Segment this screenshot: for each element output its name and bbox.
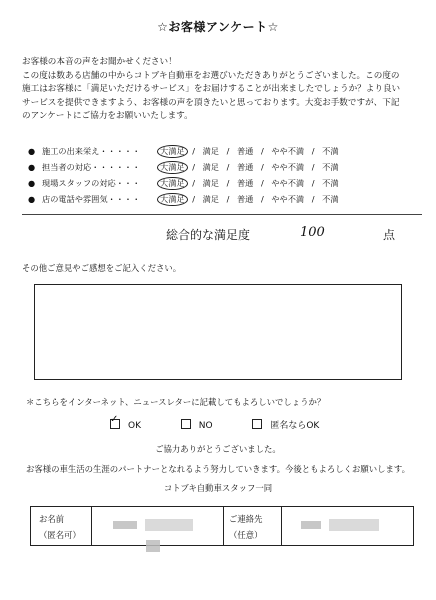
intro-line: お客様の本音の声をお聞かせください！ [22,57,177,67]
separator: / [260,194,264,204]
rating-option[interactable]: 大満足 [157,145,188,158]
consent-option-ok[interactable] [110,421,141,431]
separator: / [192,146,195,156]
rating-option[interactable]: 大満足 [157,177,188,190]
separator: / [192,194,195,204]
comments-label: その他ご意見やご感想をご記入ください。 [22,263,182,273]
rating-option[interactable]: 不満 [322,162,339,172]
rating-option[interactable]: 普通 [236,178,254,188]
name-note: （匿名可） [39,530,81,540]
separator: / [260,162,264,172]
rating-item-label: 現場スタッフの対応・・・ [42,178,141,188]
name-label: お名前 [39,514,65,524]
separator: / [226,146,230,156]
rating-option[interactable]: やや不満 [271,162,305,172]
consent-option-label: 匿名ならOK [270,421,320,431]
rating-option[interactable]: 大満足 [157,193,188,206]
overall-satisfaction-label: 総合的な満足度 [166,228,251,242]
redacted-name [145,519,193,531]
consent-options [110,418,319,431]
separator: / [192,162,195,172]
rating-option[interactable]: 満足 [202,162,219,172]
intro-text [22,56,422,124]
divider [22,214,422,215]
rating-option[interactable]: やや不満 [271,146,305,156]
rating-option[interactable]: 普通 [236,194,254,204]
redacted-name-overflow [146,540,160,552]
separator: / [192,178,195,188]
thanks-text: ご協力ありがとうございました。 [155,444,281,454]
rating-row [28,162,339,173]
contact-table [30,506,414,546]
intro-line: サービスを提供できますよう、お客様の声を頂きたいと思っております。大変お手数ですが、下記 [22,97,400,108]
survey-title: ☆お客様アンケート☆ [157,20,279,34]
intro-line: のアンケートにご協力をお願いいたします。 [22,111,193,122]
rating-item-label: 担当者の対応・・・・・・ [42,162,141,172]
name-label-cell [39,511,81,543]
rating-item-label: 施工の出来栄え・・・・・ [42,146,141,156]
separator: / [226,178,230,188]
consent-option-anonymous[interactable] [252,421,319,431]
separator: / [226,162,230,172]
redacted-contact [329,519,379,531]
closing-text: お客様の車生活の生涯のパートナーとなれるよう努力していきます。今後ともよろしくお願いします。 [26,464,410,474]
bullet-icon: ● [28,194,36,204]
intro-line: 施工はお客様に「満足いただけるサービス」をお届けすることが出来ましたでしょうか？より良い [22,84,401,95]
rating-option[interactable]: 不満 [322,178,339,188]
redacted-contact [301,521,321,529]
contact-note: （任意） [229,530,263,540]
consent-option-label: NO [198,421,213,431]
rating-option[interactable]: やや不満 [271,178,305,188]
bullet-icon: ● [28,146,36,156]
separator: / [311,146,315,156]
separator: / [226,194,230,204]
rating-option[interactable]: 満足 [202,146,219,156]
separator: / [311,194,315,204]
redacted-name [113,521,137,529]
bullet-icon: ● [28,178,36,188]
rating-option[interactable]: 満足 [202,178,219,188]
contact-label: ご連絡先 [229,514,263,524]
separator: / [311,162,315,172]
rating-option[interactable]: 不満 [322,146,339,156]
separator: / [311,178,315,188]
consent-question: ＊こちらをインターネット、ニュースレターに記載してもよろしいでしょうか？ [26,397,326,407]
rating-option[interactable]: 普通 [236,146,254,156]
comments-box[interactable] [34,284,402,380]
cell-divider [281,507,282,545]
rating-row [28,146,339,157]
consent-option-label: OK [128,421,141,431]
overall-satisfaction-unit: 点 [383,228,396,242]
rating-row [28,178,339,189]
separator: / [260,146,264,156]
intro-line: この度は数ある店舗の中からコトブキ自動車をお選びいただきありがとうございました。この度の [22,70,400,81]
separator: / [260,178,264,188]
cell-divider [91,507,92,545]
checkbox-icon[interactable] [252,419,262,429]
bullet-icon: ● [28,162,36,172]
cell-divider [223,507,224,545]
checkbox-icon[interactable] [181,419,191,429]
overall-satisfaction-value[interactable]: 100 [300,225,325,240]
rating-option[interactable]: 不満 [322,194,339,204]
rating-option[interactable]: 満足 [202,194,219,204]
contact-label-cell [229,511,263,543]
rating-item-label: 店の電話や雰囲気・・・・ [42,194,141,204]
rating-option[interactable]: やや不満 [271,194,305,204]
rating-row [28,194,339,205]
rating-option[interactable]: 普通 [236,162,254,172]
rating-option[interactable]: 大満足 [157,161,188,174]
checkbox-checked-icon[interactable] [110,419,120,429]
staff-signature: コトブキ自動車スタッフ一同 [163,483,273,493]
consent-option-no[interactable] [181,421,213,431]
